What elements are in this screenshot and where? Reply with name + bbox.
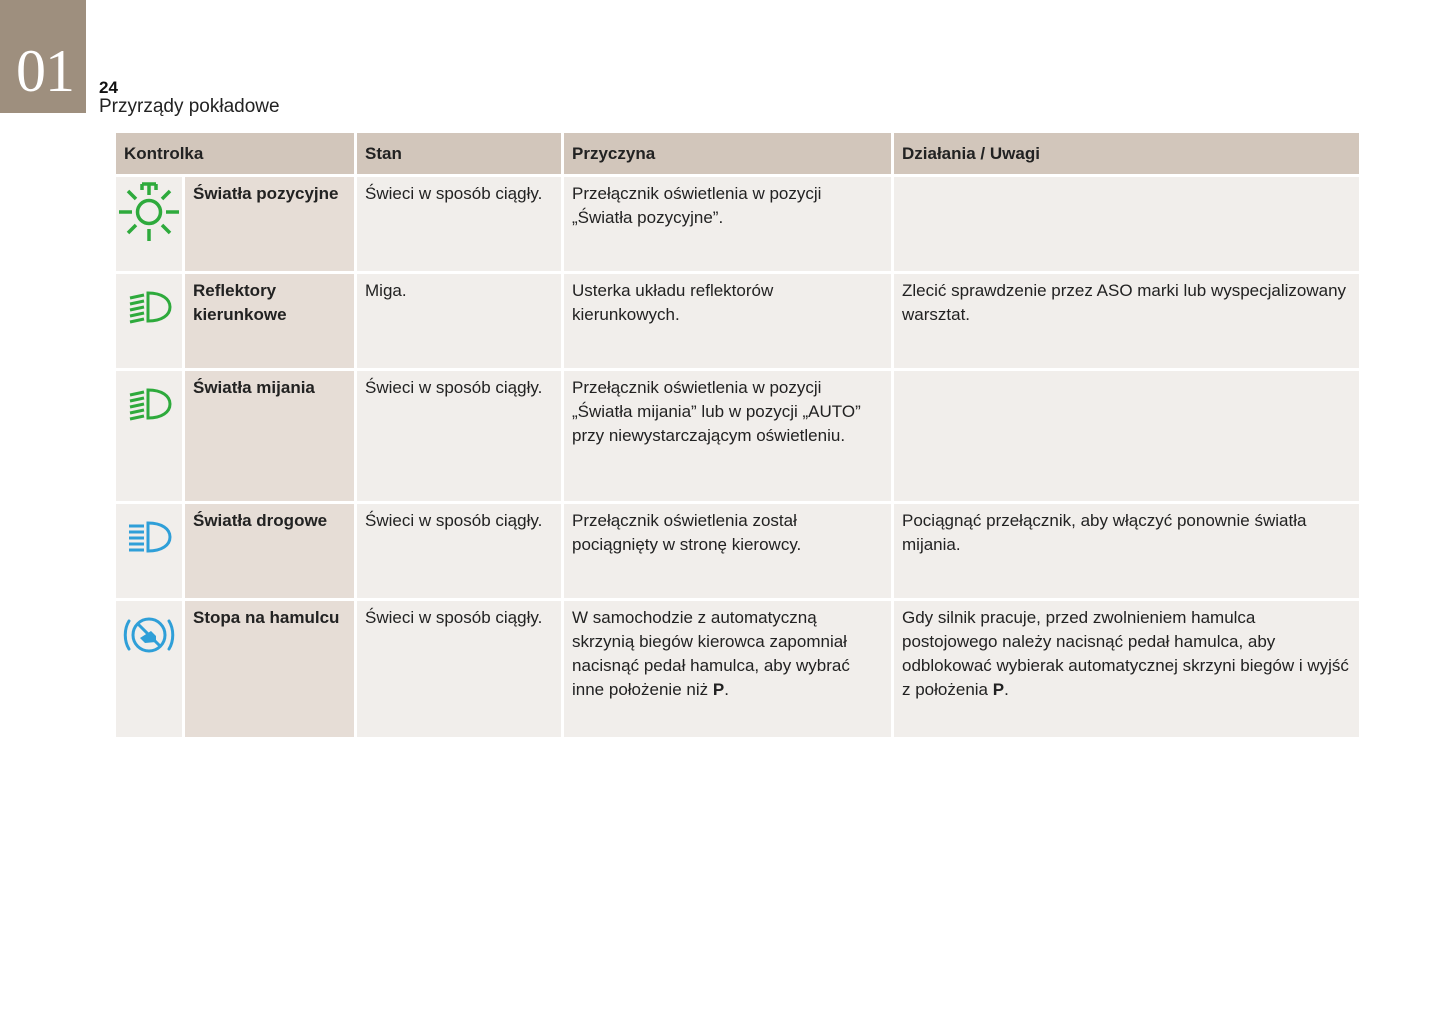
table-row (115, 176, 1361, 273)
light-cause (563, 600, 893, 739)
icon-cell (115, 273, 184, 370)
light-action: Zlecić sprawdzenie przez ASO marki lub wyspecjalizowany warsztat. (893, 273, 1361, 370)
column-header-dzialania: Działania / Uwagi (893, 132, 1361, 176)
column-header-kontrolka: Kontrolka (115, 132, 356, 176)
light-name: Stopa na hamulcu (184, 600, 356, 739)
icon-cell (115, 503, 184, 600)
column-header-stan: Stan (356, 132, 563, 176)
light-name: Światła mijania (184, 370, 356, 503)
light-cause: Przełącznik oświetlenia został pociągnięty w stronę kierowcy. (563, 503, 893, 600)
light-name: Reflektory kierunkowe (184, 273, 356, 370)
light-state: Miga. (356, 273, 563, 370)
light-cause: Przełącznik oświetlenia w pozycji „Światła pozycyjne”. (563, 176, 893, 273)
table-row (115, 273, 1361, 370)
light-cause: Usterka układu reflektorów kierunkowych. (563, 273, 893, 370)
light-cause: Przełącznik oświetlenia w pozycji „Światła mijania” lub w pozycji „AUTO” przy niewystarczającym oświetleniu. (563, 370, 893, 503)
warning-lights-table (113, 130, 1362, 740)
light-state: Świeci w sposób ciągły. (356, 370, 563, 503)
action-end: . (1004, 680, 1009, 699)
light-name: Światła drogowe (184, 503, 356, 600)
column-header-przyczyna: Przyczyna (563, 132, 893, 176)
light-name: Światła pozycyjne (184, 176, 356, 273)
icon-cell (115, 370, 184, 503)
directional-headlamp-icon (124, 278, 174, 338)
light-state: Świeci w sposób ciągły. (356, 176, 563, 273)
light-action (893, 176, 1361, 273)
main-beam-icon (124, 508, 174, 568)
chapter-number: 01 (16, 38, 74, 104)
table-row (115, 503, 1361, 600)
gear-position-label: P (712, 680, 725, 699)
action-text: Gdy silnik pracuje, przed zwolnieniem hamulca postojowego należy nacisnąć pedał hamulca, aby odblokować wybierak automatycznej skrzyni biegów i wyjść z położenia (902, 608, 1349, 699)
section-title: Przyrządy pokładowe (99, 96, 280, 117)
table-header-row (115, 132, 1361, 176)
light-action (893, 600, 1361, 739)
table-row (115, 600, 1361, 739)
gear-position-label: P (992, 680, 1005, 699)
cause-end: . (724, 680, 729, 699)
light-action: Pociągnąć przełącznik, aby włączyć ponownie światła mijania. (893, 503, 1361, 600)
foot-on-brake-icon (118, 605, 180, 665)
page-number: 24 (99, 78, 118, 97)
position-lights-icon (116, 181, 182, 243)
chapter-tab (0, 0, 86, 113)
icon-cell (115, 176, 184, 273)
light-state: Świeci w sposób ciągły. (356, 503, 563, 600)
light-action (893, 370, 1361, 503)
table-row (115, 370, 1361, 503)
cause-text: W samochodzie z automatyczną skrzynią biegów kierowca zapomniał nacisnąć pedał hamulca, aby wybrać inne położenie niż (572, 608, 850, 699)
icon-cell (115, 600, 184, 739)
light-state: Świeci w sposób ciągły. (356, 600, 563, 739)
dipped-beam-icon (124, 375, 174, 435)
